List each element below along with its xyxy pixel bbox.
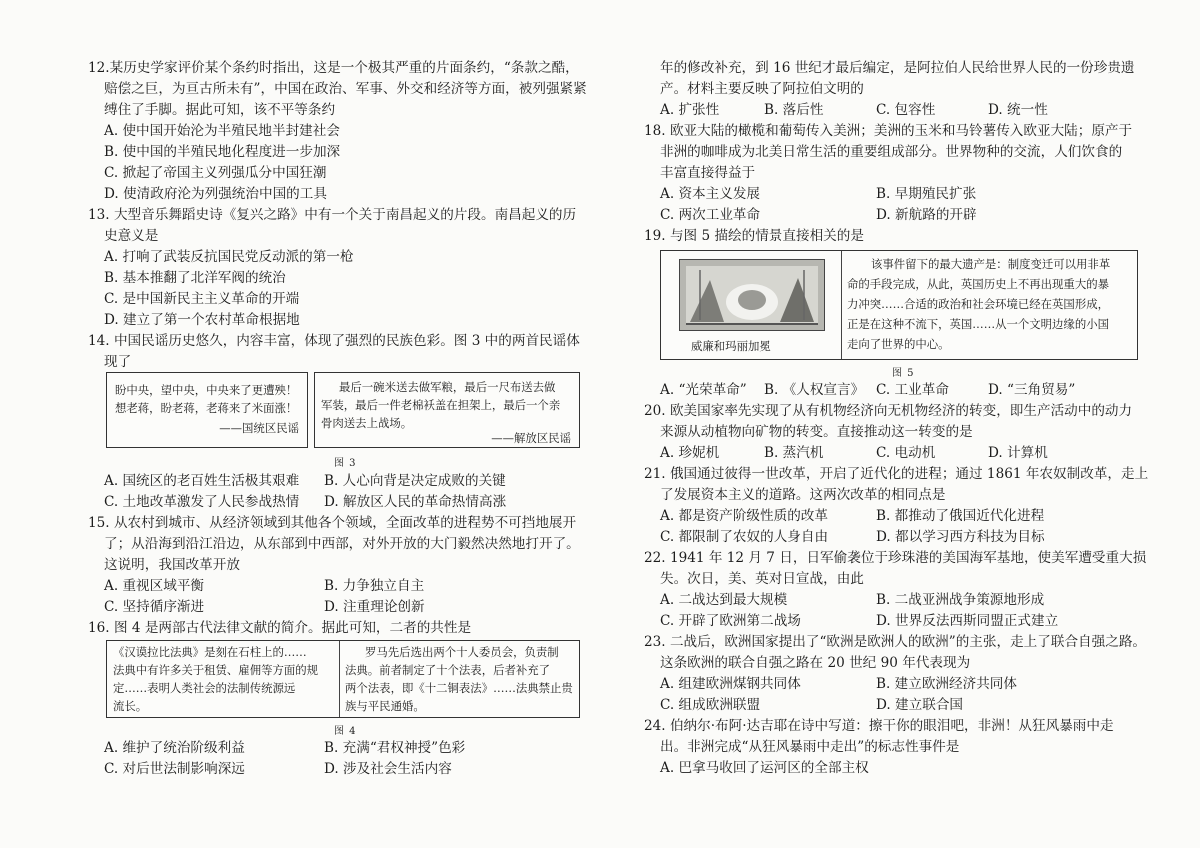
fig5-text-line-5: 走向了世界的中心。 <box>847 337 950 351</box>
fig4-right-line-2: 法典。前者制定了十个法表，后者补充了 <box>345 663 551 677</box>
fig4-right-line-4: 族与平民通婚。 <box>345 699 425 713</box>
q21-stem-1: 21. 俄国通过彼得一世改革，开启了近代化的进程；通过 1861 年农奴制改革，走上 <box>644 466 1149 482</box>
q15-option-d: D. 注重理论创新 <box>324 599 425 615</box>
q18-stem-2: 非洲的咖啡成为北美日常生活的重要组成部分。世界物种的交流，人们饮食的 <box>660 144 1123 160</box>
q20-option-d: D. 计算机 <box>988 445 1048 461</box>
fig4-left-line-3: 定……表明人类社会的法制传统源远 <box>113 681 296 695</box>
q15-option-c: C. 坚持循序渐进 <box>104 599 205 615</box>
fig3-box-right-source: ——解放区民谣 <box>491 431 571 445</box>
q23-stem-1: 23. 二战后，欧洲国家提出了“欧洲是欧洲人的欧洲”的主张，走上了联合自强之路。 <box>644 634 1147 650</box>
fig3-box-left <box>106 372 308 448</box>
fig5-box <box>660 250 1138 360</box>
fig3-box-left-source: ——国统区民谣 <box>219 421 299 435</box>
q21-option-a: A. 都是资产阶级性质的改革 <box>660 508 828 524</box>
q20-stem-1: 20. 欧美国家率先实现了从有机物经济向无机物经济的转变，即生产活动中的动力 <box>644 403 1133 419</box>
q14-option-c: C. 土地改革激发了人民参战热情 <box>104 494 300 510</box>
q17-option-d: D. 统一性 <box>988 102 1048 118</box>
q19-option-a: A. “光荣革命” <box>660 382 747 398</box>
q14-option-d: D. 解放区人民的革命热情高涨 <box>324 494 507 510</box>
q12-option-c: C. 掀起了帝国主义列强瓜分中国狂潮 <box>104 165 327 181</box>
fig3-box-left-line-1: 盼中央，望中央，中央来了更遭殃！ <box>115 383 298 397</box>
q15-option-b: B. 力争独立自主 <box>324 578 425 594</box>
fig3-box-left-line-2: 想老蒋，盼老蒋，老蒋来了米面涨！ <box>115 401 298 415</box>
q24-stem-1: 24. 伯纳尔·布阿·达吉耶在诗中写道：擦干你的眼泪吧，非洲！从狂风暴雨中走 <box>644 718 1114 734</box>
q12-option-a: A. 使中国开始沦为半殖民地半封建社会 <box>104 123 340 139</box>
fig3-box-right-line-2: 军装，最后一件老棉袄盖在担架上，最后一个亲 <box>321 398 561 412</box>
fig5-text-line-2: 命的手段完成，从此，英国历史上不再出现重大的暴 <box>847 277 1109 291</box>
q14-option-b: B. 人心向背是决定成败的关键 <box>324 473 506 489</box>
q17-option-b: B. 落后性 <box>764 102 824 118</box>
q23-option-d: D. 建立联合国 <box>876 697 964 713</box>
q15-stem-1: 15. 从农村到城市、从经济领域到其他各个领域，全面改革的进程势不可挡地展开 <box>88 515 577 531</box>
q12-option-d: D. 使清政府沦为列强统治中国的工具 <box>104 186 327 202</box>
q12-stem-3: 缚住了手脚。据此可知，该不平等条约 <box>104 102 336 118</box>
q13-option-d: D. 建立了第一个农村革命根据地 <box>104 312 300 328</box>
q23-stem-2: 这条欧洲的联合自强之路在 20 世纪 90 年代表现为 <box>660 655 971 671</box>
q18-option-c: C. 两次工业革命 <box>660 207 761 223</box>
q18-option-a: A. 资本主义发展 <box>660 186 761 202</box>
q16-option-b: B. 充满“君权神授”色彩 <box>324 740 466 756</box>
q17-stem-cont-1: 年的修改补充，到 16 世纪才最后编定，是阿拉伯人民给世界人民的一份珍贵遗 <box>660 60 1135 76</box>
q24-stem-2: 出。非洲完成“从狂风暴雨中走出”的标志性事件是 <box>660 739 960 755</box>
coronation-engraving-drawing <box>680 260 824 330</box>
fig3-box-right <box>314 372 580 448</box>
fig5-text-line-1: 该事件留下的最大遗产是：制度变迁可以用非革 <box>871 257 1111 271</box>
fig5-caption: 图 5 <box>892 368 915 379</box>
q23-option-c: C. 组成欧洲联盟 <box>660 697 761 713</box>
q14-stem-1: 14. 中国民谣历史悠久，内容丰富，体现了强烈的民族色彩。图 3 中的两首民谣体 <box>88 333 580 349</box>
fig3-box-right-line-3: 骨肉送去上战场。 <box>321 416 413 430</box>
q12-option-b: B. 使中国的半殖民地化程度进一步加深 <box>104 144 341 160</box>
q13-option-c: C. 是中国新民主主义革命的开端 <box>104 291 300 307</box>
q19-option-c: C. 工业革命 <box>876 382 949 398</box>
q22-option-d: D. 世界反法西斯同盟正式建立 <box>876 613 1059 629</box>
q22-stem-1: 22. 1941 年 12 月 7 日，日军偷袭位于珍珠港的美国海军基地，使美军遭受重大损 <box>644 550 1147 566</box>
q17-option-a: A. 扩张性 <box>660 102 720 118</box>
q21-stem-2: 了发展资本主义的道路。这两次改革的相同点是 <box>660 487 946 503</box>
q21-option-c: C. 都限制了农奴的人身自由 <box>660 529 829 545</box>
q18-option-b: B. 早期殖民扩张 <box>876 186 977 202</box>
q23-option-b: B. 建立欧洲经济共同体 <box>876 676 1017 692</box>
q19-option-b: B. 《人权宣言》 <box>764 382 865 398</box>
q22-stem-2: 失。次日，美、英对日宣战，由此 <box>660 571 864 587</box>
q16-stem-1: 16. 图 4 是两部古代法律文献的简介。据此可知，二者的共性是 <box>88 620 472 636</box>
fig4-right-line-3: 两个法表，即《十二铜表法》……法典禁止贵 <box>345 681 573 695</box>
q23-option-a: A. 组建欧洲煤钢共同体 <box>660 676 801 692</box>
fig4-right-line-1: 罗马先后选出两个十人委员会，负责制 <box>365 645 559 659</box>
fig5-text-line-4: 正是在这种不流下，英国……从一个文明边缘的小国 <box>847 317 1109 331</box>
q22-option-a: A. 二战达到最大规模 <box>660 592 788 608</box>
q17-option-c: C. 包容性 <box>876 102 936 118</box>
fig4-caption: 图 4 <box>334 726 357 737</box>
q16-option-c: C. 对后世法制影响深远 <box>104 761 245 777</box>
q15-option-a: A. 重视区域平衡 <box>104 578 205 594</box>
fig3-caption: 图 3 <box>334 458 357 469</box>
fig4-divider <box>339 641 340 717</box>
q24-option-a: A. 巴拿马收回了运河区的全部主权 <box>660 760 869 776</box>
q20-stem-2: 来源从动植物向矿物的转变。直接推动这一转变的是 <box>660 424 973 440</box>
q12-stem-2: 赔偿之巨，为亘古所未有”，中国在政治、军事、外交和经济等方面，被列强紧紧 <box>104 81 587 97</box>
fig4-left-line-1: 《汉谟拉比法典》是刻在石柱上的…… <box>113 645 307 659</box>
q18-option-d: D. 新航路的开辟 <box>876 207 977 223</box>
q18-stem-1: 18. 欧亚大陆的橄榄和葡萄传入美洲；美洲的玉米和马铃薯传入欧亚大陆；原产于 <box>644 123 1133 139</box>
fig5-divider <box>841 251 842 359</box>
coronation-engraving <box>679 259 825 331</box>
fig4-left-line-2: 法典中有许多关于租赁、雇佣等方面的规 <box>113 663 319 677</box>
fig4-box <box>106 640 580 718</box>
fig5-text-line-3: 力冲突……合适的政治和社会环境已经在英国形成， <box>847 297 1109 311</box>
fig4-left-line-4: 流长。 <box>113 699 148 713</box>
q19-option-d: D. “三角贸易” <box>988 382 1076 398</box>
q20-option-a: A. 珍妮机 <box>660 445 720 461</box>
q22-option-c: C. 开辟了欧洲第二战场 <box>660 613 801 629</box>
q12-stem-1: 12.某历史学家评价某个条约时指出，这是一个极其严重的片面条约，“条款之酷， <box>88 60 579 76</box>
q13-stem-2: 史意义是 <box>104 228 159 244</box>
q20-option-b: B. 蒸汽机 <box>764 445 824 461</box>
q15-stem-2: 了；从沿海到沿江沿边，从东部到中西部，对外开放的大门毅然决然地打开了。 <box>104 536 580 552</box>
q17-stem-cont-2: 产。材料主要反映了阿拉伯文明的 <box>660 81 864 97</box>
q14-stem-2: 现了 <box>104 354 132 370</box>
q22-option-b: B. 二战亚洲战争策源地形成 <box>876 592 1045 608</box>
q20-option-c: C. 电动机 <box>876 445 936 461</box>
fig3-box-right-line-1: 最后一碗米送去做军粮，最后一尺布送去做 <box>339 380 556 394</box>
q16-option-a: A. 维护了统治阶级利益 <box>104 740 245 756</box>
q15-stem-3: 这说明，我国改革开放 <box>104 557 240 573</box>
q13-option-a: A. 打响了武装反抗国民党反动派的第一枪 <box>104 249 354 265</box>
q21-option-b: B. 都推动了俄国近代化进程 <box>876 508 1045 524</box>
q21-option-d: D. 都以学习西方科技为目标 <box>876 529 1045 545</box>
fig5-image-label: 威廉和玛丽加冕 <box>691 339 771 353</box>
q13-option-b: B. 基本推翻了北洋军阀的统治 <box>104 270 286 286</box>
q14-option-a: A. 国统区的老百姓生活极其艰难 <box>104 473 300 489</box>
q13-stem-1: 13. 大型音乐舞蹈史诗《复兴之路》中有一个关于南昌起义的片段。南昌起义的历 <box>88 207 577 223</box>
q16-option-d: D. 涉及社会生活内容 <box>324 761 452 777</box>
q18-stem-3: 丰富直接得益于 <box>660 165 756 181</box>
q19-stem-1: 19. 与图 5 描绘的情景直接相关的是 <box>644 228 864 244</box>
